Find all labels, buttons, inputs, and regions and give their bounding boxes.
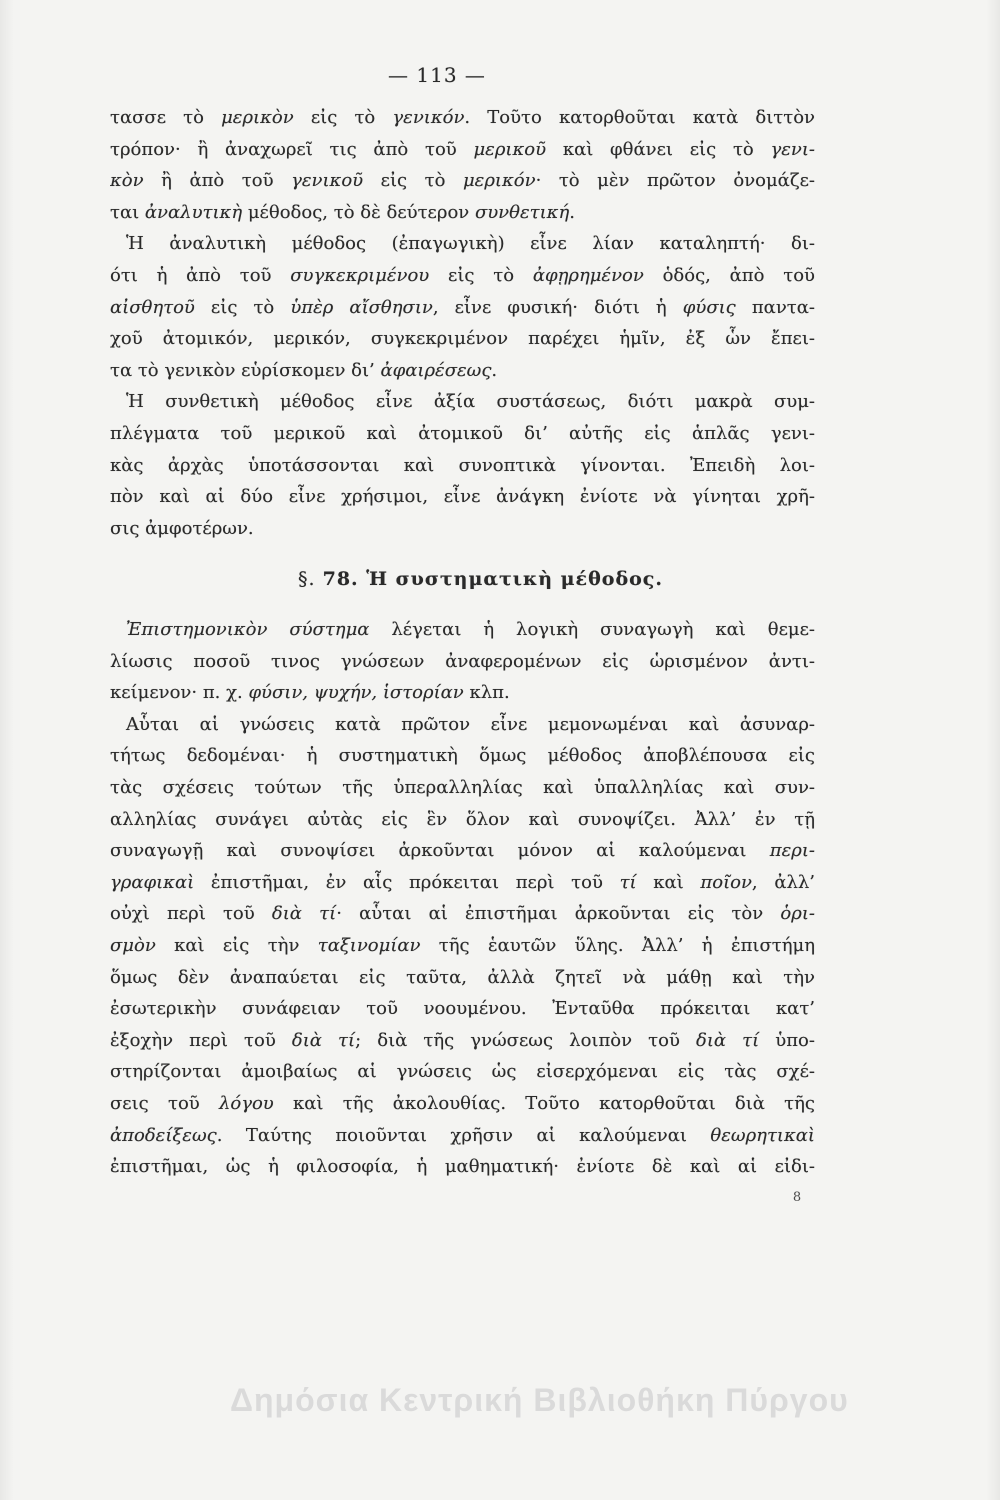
bold-text: 78. Ἡ συστηματικὴ μέθοδος.: [322, 567, 663, 590]
italic-text: μερικόν: [462, 170, 536, 192]
text-run: ; διὰ τῆς γνώσεως λοιπὸν τοῦ: [355, 1029, 697, 1051]
text-column: [110, 102, 815, 1183]
text-line: [110, 1025, 815, 1057]
italic-text: περι-: [769, 840, 815, 862]
text-line: [110, 323, 815, 355]
italic-text: συνθετική: [474, 201, 570, 223]
text-run: ἐσωτερικὴν συνάφειαν τοῦ νοουμένου. Ἐνταῦθα πρόκειται κατ’: [110, 998, 815, 1020]
text-run: · τὸ μὲν πρῶτον ὀνομάζε-: [535, 170, 815, 192]
text-line: [110, 835, 815, 867]
text-line: [110, 418, 815, 450]
text-run: , ἀλλ’: [751, 871, 815, 893]
text-run: οὐχὶ περὶ τοῦ: [110, 903, 272, 925]
italic-text: συγκεκριμένου: [290, 264, 430, 286]
text-run: ται: [110, 201, 145, 223]
text-line: [110, 677, 815, 709]
text-line: [110, 867, 815, 899]
text-run: κείμενον· π. χ.: [110, 682, 249, 704]
text-run: .: [569, 201, 575, 223]
italic-text: διὰ τί: [271, 903, 337, 925]
text-run: .: [491, 359, 498, 381]
text-line: [110, 260, 815, 292]
text-run: ἢ ἀπὸ τοῦ: [143, 170, 292, 192]
text-run: σις ἀμφοτέρων.: [110, 517, 254, 539]
italic-text: ὑπὲρ αἴσθησιν: [290, 296, 433, 318]
italic-text: λόγου: [218, 1093, 274, 1114]
italic-text: ὁρι-: [780, 903, 815, 925]
text-line: [110, 481, 815, 513]
text-run: τα τὸ γενικὸν εὑρίσκομεν δι’: [110, 359, 381, 381]
page-number-header: — 113 —: [388, 63, 486, 87]
text-run: χοῦ ἀτομικόν, μερικόν, συγκεκριμένον παρέχει ἡμῖν, ἐξ ὧν ἔπει-: [110, 328, 815, 350]
text-run: αλληλίας συνάγει αὐτὰς εἰς ἓν ὅλον καὶ συνοψίζει. Ἀλλ’ ἐν τῇ: [110, 808, 815, 830]
text-run: πὸν καὶ αἱ δύο εἶνε χρήσιμοι, εἶνε ἀνάγκη ἐνίοτε νὰ γίνηται χρῆ-: [110, 486, 815, 508]
text-line: [110, 134, 815, 166]
italic-text: ἀφαιρέσεως: [380, 359, 492, 381]
printer-signature-mark: 8: [792, 1190, 802, 1205]
italic-text: γραφικαὶ: [110, 871, 195, 893]
text-run: ὑπο-: [759, 1029, 815, 1051]
italic-text: ποῖον: [700, 871, 752, 893]
text-line: [110, 564, 815, 596]
italic-text: φύσις: [682, 296, 736, 318]
text-run: κὰς ἀρχὰς ὑποτάσσονται καὶ συνοπτικὰ γίνονται. Ἐπειδὴ λοι-: [110, 454, 815, 476]
text-run: παντα-: [735, 296, 815, 318]
text-line: [110, 740, 815, 772]
text-line: [110, 1088, 815, 1120]
text-run: λέγεται ἡ λογικὴ συναγωγὴ καὶ θεμε-: [369, 619, 815, 641]
text-line: [110, 513, 815, 545]
text-run: σεις τοῦ: [110, 1093, 219, 1114]
page-edge-shadow: [986, 0, 1000, 1500]
text-line: [110, 386, 815, 418]
paragraph: [110, 102, 815, 228]
text-run: · αὗται αἱ ἐπιστῆμαι ἀρκοῦνται εἰς τὸν: [336, 903, 781, 925]
italic-text: διὰ τί: [291, 1029, 356, 1051]
text-run: καὶ εἰς τὴν: [155, 935, 318, 957]
italic-text: κὸν: [110, 170, 144, 192]
text-run: εἰς τὸ: [363, 170, 463, 192]
italic-text: ἀποδείξεως: [110, 1124, 217, 1146]
text-run: μέθοδος, τὸ δὲ δεύτερον: [242, 201, 475, 223]
text-run: §.: [298, 567, 323, 590]
text-line: [110, 804, 815, 836]
text-run: ὁδός, ἀπὸ τοῦ: [643, 264, 815, 286]
text-line: [110, 228, 815, 260]
text-run: λίωσις ποσοῦ τινος γνώσεων ἀναφερομένων εἰς ὡρισμένον ἀντι-: [110, 650, 815, 672]
text-run: τὰς σχέσεις τούτων τῆς ὑπεραλληλίας καὶ ὑπαλληλίας καὶ συν-: [110, 777, 815, 799]
text-run: τασσε τὸ: [110, 107, 222, 128]
paragraph: [110, 386, 815, 544]
italic-text: γενικόν: [392, 107, 465, 128]
text-line: [110, 772, 815, 804]
text-run: ἐπιστῆμαι, ὡς ἡ φιλοσοφία, ἡ μαθηματική· ἐνίοτε δὲ καὶ αἱ εἰδι-: [110, 1156, 815, 1178]
text-run: τρόπον· ἢ ἀναχωρεῖ τις ἀπὸ τοῦ: [110, 138, 474, 160]
library-watermark: Δημόσια Κεντρική Βιβλιοθήκη Πύργου: [230, 1382, 849, 1418]
text-line: [110, 197, 815, 229]
italic-text: ἀφῃρημένον: [532, 264, 644, 286]
text-line: [110, 102, 815, 134]
text-run: τῆς ἑαυτῶν ὕλης. Ἀλλ’ ἡ ἐπιστήμη: [420, 935, 815, 957]
text-run: ὅμως δὲν ἀναπαύεται εἰς ταῦτα, ἀλλὰ ζητεῖ νὰ μάθῃ καὶ τὴν: [110, 966, 815, 988]
italic-text: γενι-: [770, 138, 815, 160]
text-run: στηρίζονται ἀμοιβαίως αἱ γνώσεις ὡς εἰσερχόμεναι εἰς τὰς σχέ-: [110, 1061, 815, 1083]
italic-text: Ἐπιστημονικὸν σύστημα: [126, 619, 370, 641]
text-run: εἰς τὸ: [194, 296, 291, 318]
italic-text: διὰ τί: [696, 1029, 760, 1051]
section-heading: [110, 564, 815, 596]
paragraph: [110, 614, 815, 709]
italic-text: φύσιν, ψυχήν, ἱστορίαν: [248, 682, 464, 704]
text-run: κλπ.: [463, 682, 510, 704]
text-line: [110, 355, 815, 387]
text-line: [110, 1056, 815, 1088]
text-run: καὶ τῆς ἀκολουθίας. Τοῦτο κατορθοῦται διὰ τῆς: [273, 1093, 815, 1114]
text-run: καὶ: [636, 871, 701, 893]
italic-text: ἀναλυτικὴ: [144, 201, 243, 223]
text-line: [110, 930, 815, 962]
text-run: Ἡ ἀναλυτικὴ μέθοδος (ἐπαγωγικὴ) εἶνε λίαν καταληπτή· δι-: [126, 233, 815, 255]
italic-text: γενικοῦ: [291, 170, 364, 192]
text-run: ἐπιστῆμαι, ἐν αἷς πρόκειται περὶ τοῦ: [194, 871, 620, 893]
text-line: [110, 993, 815, 1025]
text-run: ότι ἡ ἀπὸ τοῦ: [110, 264, 291, 286]
text-run: πλέγματα τοῦ μερικοῦ καὶ ἀτομικοῦ δι’ αὐτῆς εἰς ἁπλᾶς γενι-: [110, 422, 815, 444]
text-line: [110, 898, 815, 930]
paragraph: [110, 228, 815, 386]
text-run: τήτως δεδομέναι· ἡ συστηματικὴ ὅμως μέθοδος ἀποβλέπουσα εἰς: [110, 745, 815, 767]
text-line: [110, 614, 815, 646]
italic-text: αἰσθητοῦ: [110, 296, 195, 318]
text-line: [110, 646, 815, 678]
italic-text: θεωρητικαὶ: [710, 1124, 815, 1146]
text-line: [110, 450, 815, 482]
italic-text: τί: [619, 871, 637, 893]
text-line: [110, 292, 815, 324]
text-run: καὶ φθάνει εἰς τὸ: [546, 138, 771, 160]
italic-text: μερικὸν: [221, 107, 294, 128]
italic-text: μερικοῦ: [473, 138, 547, 160]
text-run: συναγωγῇ καὶ συνοψίσει ἀρκοῦνται μόνον αἱ καλούμεναι: [110, 840, 770, 862]
text-run: Ἡ συνθετικὴ μέθοδος εἶνε ἀξία συστάσεως, διότι μακρὰ συμ-: [126, 391, 815, 413]
text-line: [110, 165, 815, 197]
paragraph: [110, 709, 815, 1183]
italic-text: ταξινομίαν: [317, 935, 421, 957]
text-line: [110, 1151, 815, 1183]
text-run: Αὗται αἱ γνώσεις κατὰ πρῶτον εἶνε μεμονωμέναι καὶ ἀσυναρ-: [126, 713, 815, 735]
text-line: [110, 1120, 815, 1152]
text-run: , εἶνε φυσική· διότι ἡ: [432, 296, 683, 318]
text-run: εἰς τὸ: [429, 264, 533, 286]
page-edge-shadow: [0, 0, 14, 1500]
text-run: . Ταύτης ποιοῦνται χρῆσιν αἱ καλούμεναι: [216, 1124, 711, 1146]
text-run: ἐξοχὴν περὶ τοῦ: [110, 1029, 292, 1051]
italic-text: σμὸν: [110, 935, 156, 957]
text-run: . Τοῦτο κατορθοῦται κατὰ διττὸν: [464, 107, 815, 128]
text-line: [110, 962, 815, 994]
text-line: [110, 709, 815, 741]
text-run: εἰς τὸ: [293, 107, 393, 128]
